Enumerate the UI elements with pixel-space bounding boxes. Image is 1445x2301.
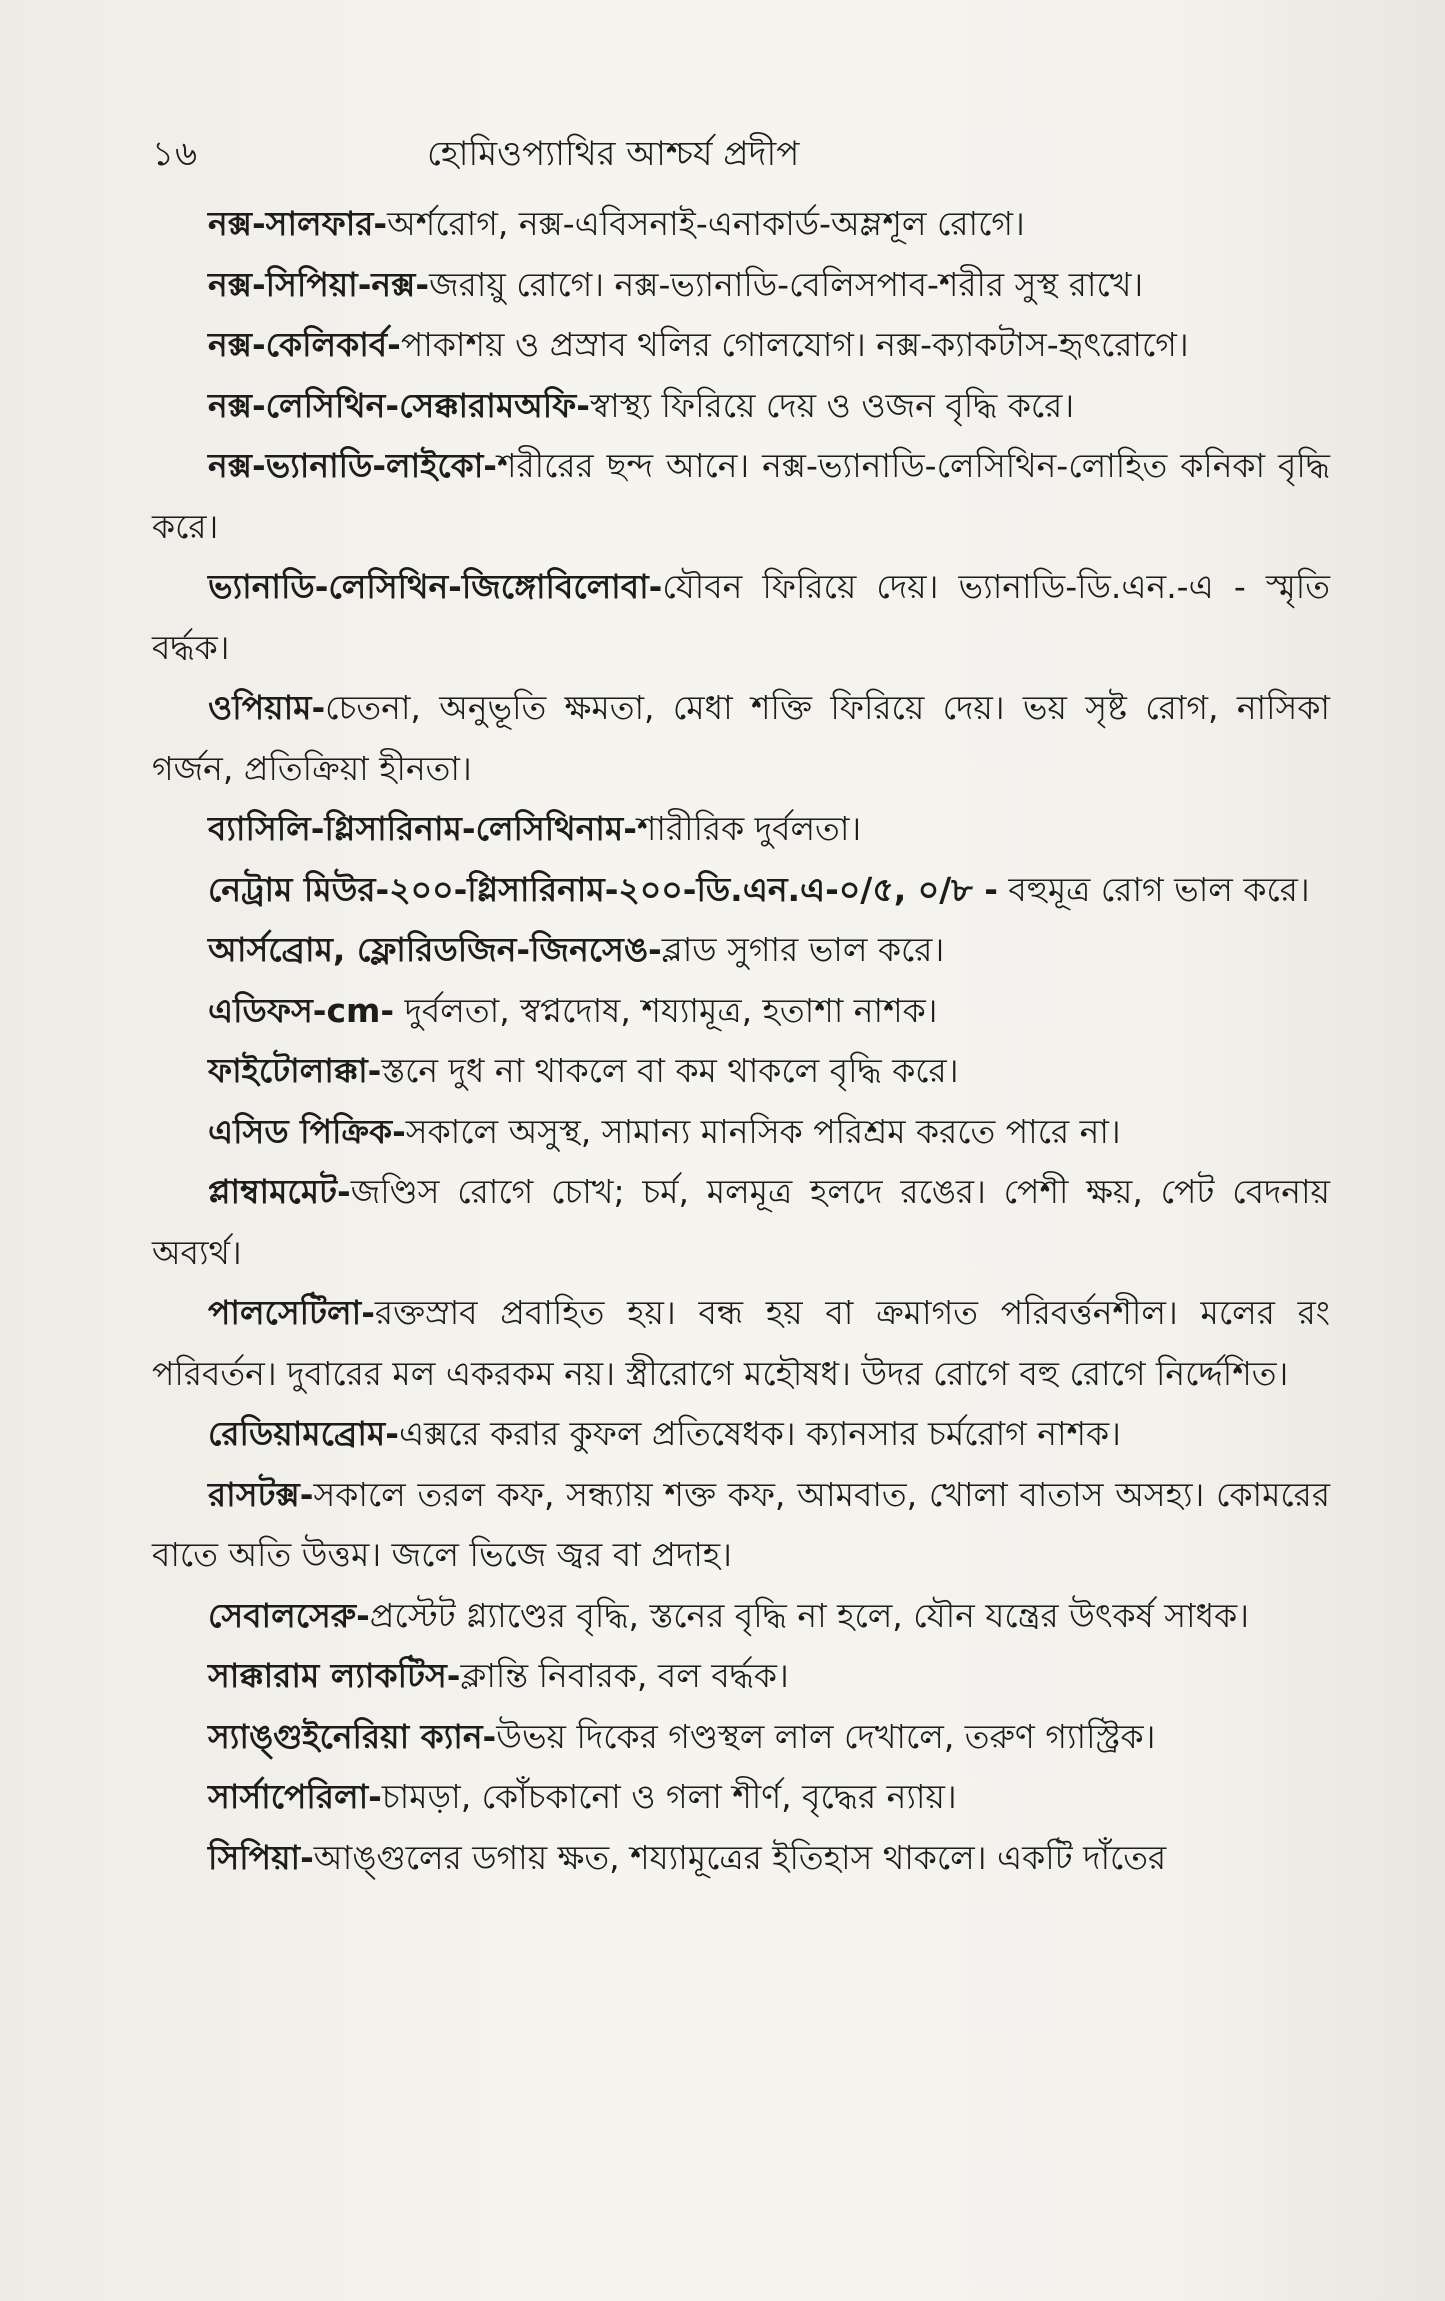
remedy-name: সেবালসেরু-: [208, 1595, 370, 1635]
remedy-description: অর্শরোগ, নক্স-এবিসনাই-এনাকার্ড-অম্লশূল রোগে।: [387, 204, 1025, 243]
paragraph: [152, 255, 1330, 316]
remedy-name: আর্সব্রোম, ফ্লোরিডজিন-জিনসেঙ-: [208, 930, 662, 969]
remedy-description: স্বাস্থ্য ফিরিয়ে দেয় ও ওজন বৃদ্ধি করে।: [590, 385, 1075, 425]
remedy-description: রক্তস্রাব প্রবাহিত হয়। বন্ধ হয় বা ক্রমাগত পরিবর্ত্তনশীল। মলের রং পরিবর্তন। দুবারের মল একরকম নয়। স্ত্রীরোগে মহৌষধ। উদর রোগে বহু রোগে নির্দ্দেশিত।: [152, 1293, 1330, 1393]
paragraph: [152, 1646, 1330, 1707]
remedy-name: নেট্রাম মিউর-২০০-গ্লিসারিনাম-২০০-ডি.এন.এ-০/৫, ০/৮ -: [208, 869, 998, 909]
paragraph: [152, 981, 1330, 1042]
remedy-description: পাকাশয় ও প্রস্রাব থলির গোলযোগ। নক্স-ক্যাকটাস-হৃৎরোগে।: [400, 325, 1189, 364]
paragraph: [152, 1102, 1330, 1163]
remedy-name: এসিড পিক্রিক-: [208, 1111, 406, 1151]
remedy-name: নক্স-লেসিথিন-সেক্কারামঅফি-: [208, 385, 590, 425]
remedy-name: ব্যাসিলি-গ্লিসারিনাম-লেসিথিনাম-: [208, 809, 637, 848]
paragraph: [152, 678, 1330, 799]
remedy-description: সকালে অসুস্থ, সামান্য মানসিক পরিশ্রম করতে পারে না।: [405, 1111, 1121, 1151]
paragraph: [152, 1586, 1330, 1647]
remedy-description: শরীরের ছন্দ আনে। নক্স-ভ্যানাডি-লেসিথিন-লোহিত কনিকা বৃদ্ধি করে।: [152, 446, 1330, 546]
paragraph: [152, 436, 1330, 557]
remedy-name: সার্সাপেরিলা-: [208, 1777, 382, 1816]
remedy-name: পালসেটিলা-: [208, 1293, 375, 1332]
remedy-name: ভ্যানাডি-লেসিথিন-জিঙ্গোবিলোবা-: [208, 567, 663, 606]
remedy-description: এক্সরে করার কুফল প্রতিষেধক। ক্যানসার চর্মরোগ নাশক।: [398, 1414, 1121, 1453]
paragraph: [152, 920, 1330, 981]
page-number: ১৬: [152, 134, 199, 174]
paragraph: [152, 860, 1330, 921]
remedy-name: ফাইটোলাক্কা-: [208, 1051, 382, 1090]
remedy-description: বহুমূত্র রোগ ভাল করে।: [997, 869, 1310, 909]
remedy-name: নক্স-ভ্যানাডি-লাইকো-: [208, 446, 497, 485]
paragraph: [152, 1767, 1330, 1828]
body-text: [152, 194, 1330, 1888]
remedy-name: নক্স-সালফার-: [208, 204, 388, 243]
remedy-name: নক্স-কেলিকার্ব-: [208, 325, 401, 364]
remedy-description: শারীরিক দুর্বলতা।: [636, 809, 862, 848]
paragraph: [152, 557, 1330, 678]
remedy-description: স্তনে দুধ না থাকলে বা কম থাকলে বৃদ্ধি করে।: [381, 1051, 959, 1090]
remedy-description: ক্লান্তি নিবারক, বল বর্দ্ধক।: [460, 1656, 789, 1695]
paragraph: [152, 1707, 1330, 1768]
paragraph: [152, 1283, 1330, 1404]
remedy-name: ওপিয়াম-: [208, 688, 326, 727]
remedy-name: এডিফস-cm-: [208, 990, 395, 1030]
paragraph: [152, 1828, 1330, 1889]
remedy-name: প্লাম্বামমেট-: [208, 1172, 351, 1211]
remedy-description: সকালে তরল কফ, সন্ধ্যায় শক্ত কফ, আমবাত, খোলা বাতাস অসহ্য। কোমরের বাতে অতি উত্তম। জলে ভিজে জ্বর বা প্রদাহ।: [152, 1474, 1330, 1574]
remedy-description: আঙ্গুলের ডগায় ক্ষত, শয্যামূত্রের ইতিহাস থাকলে। একটি দাঁতের: [313, 1837, 1167, 1877]
remedy-name: সাক্কারাম ল্যাকটিস-: [208, 1656, 461, 1695]
remedy-name: রেডিয়ামব্রোম-: [208, 1414, 399, 1453]
remedy-description: ব্লাড সুগার ভাল করে।: [661, 930, 945, 969]
remedy-description: প্রস্টেট গ্ল্যাণ্ডের বৃদ্ধি, স্তনের বৃদ্ধি না হলে, যৌন যন্ত্রের উৎকর্ষ সাধক।: [369, 1595, 1250, 1635]
remedy-name: রাসটক্স-: [208, 1474, 314, 1514]
paragraph: [152, 1041, 1330, 1102]
page-header: [152, 128, 1330, 186]
remedy-name: স্যাঙ্গুইনেরিয়া ক্যান-: [208, 1716, 497, 1756]
remedy-description: চেতনা, অনুভূতি ক্ষমতা, মেধা শক্তি ফিরিয়ে দেয়। ভয় সৃষ্ট রোগ, নাসিকা গর্জন, প্রতিক্রিয়া হীনতা।: [152, 688, 1330, 788]
remedy-description: চামড়া, কোঁচকানো ও গলা শীর্ণ, বৃদ্ধের ন্যায়।: [381, 1777, 957, 1816]
remedy-description: জরায়ু রোগে। নক্স-ভ্যানাডি-বেলিসপাব-শরীর সুস্থ রাখে।: [429, 264, 1144, 304]
paragraph: [152, 799, 1330, 860]
paragraph: [152, 1162, 1330, 1283]
remedy-description: উভয় দিকের গণ্ডস্থল লাল দেখালে, তরুণ গ্যাস্ট্রিক।: [496, 1716, 1156, 1756]
paragraph: [152, 1404, 1330, 1465]
remedy-name: সিপিয়া-: [208, 1837, 314, 1877]
remedy-description: দুর্বলতা, স্বপ্নদোষ, শয্যামূত্র, হতাশা নাশক।: [394, 990, 938, 1030]
remedy-description: যৌবন ফিরিয়ে দেয়। ভ্যানাডি-ডি.এন.-এ - স্মৃতি বর্দ্ধক।: [152, 567, 1330, 667]
paragraph: [152, 1465, 1330, 1586]
running-title: হোমিওপ্যাথির আশ্চর্য প্রদীপ: [427, 134, 800, 174]
remedy-name: নক্স-সিপিয়া-নক্স-: [208, 264, 430, 304]
remedy-description: জণ্ডিস রোগে চোখ; চর্ম, মলমূত্র হলদে রঙের। পেশী ক্ষয়, পেট বেদনায় অব্যর্থ।: [152, 1172, 1330, 1272]
paragraph: [152, 194, 1330, 255]
paragraph: [152, 376, 1330, 437]
paragraph: [152, 315, 1330, 376]
